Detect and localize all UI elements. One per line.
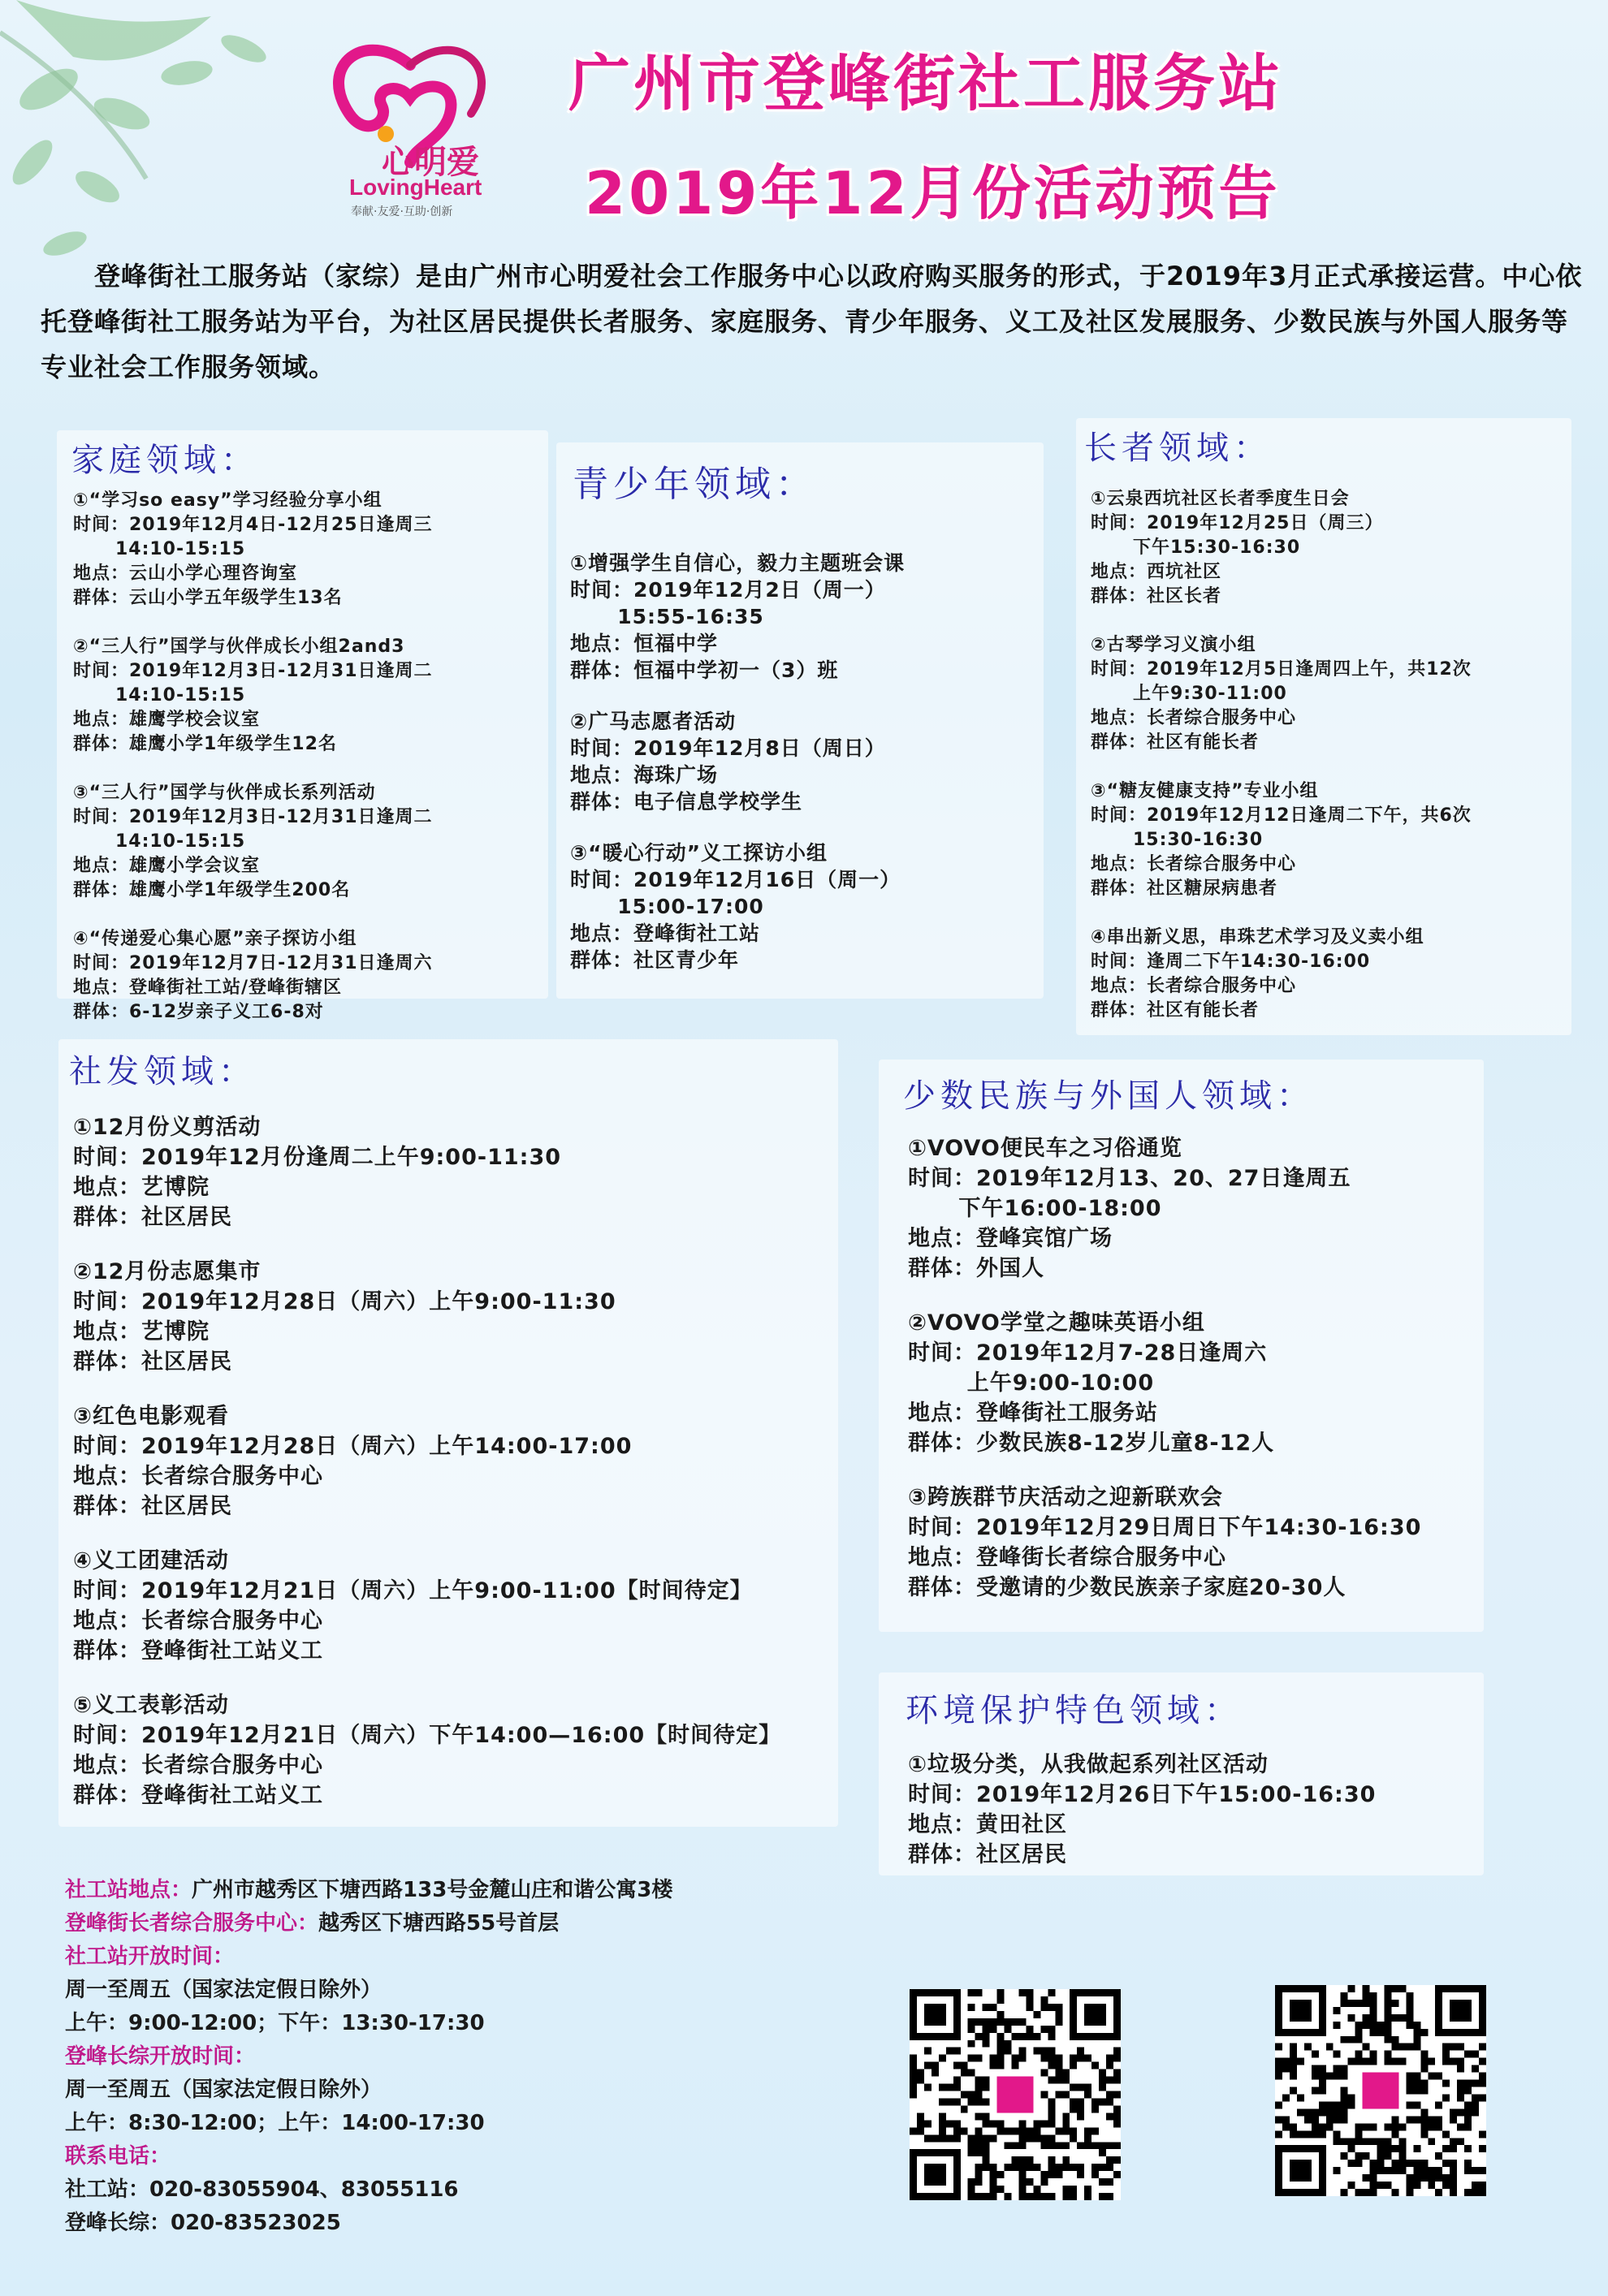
activity-item [1091, 779, 1570, 901]
logo-english-name: LovingHeart [349, 175, 482, 200]
activity-detail: 上午9:30-11:00 [1091, 684, 1287, 704]
elder-center-label: 登峰街长者综合服务中心： [65, 1911, 319, 1936]
activity-name: ②VOVO学堂之趣味英语小组 [908, 1310, 1205, 1336]
activity-detail: 时间：2019年12月3日-12月31日逢周二 [73, 661, 433, 681]
family-section-title: 家庭领域： [71, 442, 258, 479]
activity-item [73, 635, 544, 757]
phone-station: 社工站：020-83055904、83055116 [65, 2177, 459, 2202]
activity-detail: 时间：2019年12月5日逢周四上午，共12次 [1091, 659, 1472, 680]
activity-detail: 地点：雄鹰小学会议室 [73, 856, 261, 876]
activity-item [73, 1546, 836, 1666]
activity-detail: 地点：登峰街社工站/登峰街辖区 [73, 978, 343, 998]
qr-code-1[interactable] [910, 1989, 1121, 2200]
activity-detail: 15:00-17:00 [570, 895, 764, 918]
activity-detail: 地点：恒福中学 [570, 632, 719, 655]
activity-detail: 地点：长者综合服务中心 [1091, 854, 1297, 874]
activity-detail: 地点：海珠广场 [570, 763, 719, 787]
activity-detail: 地点：云山小学心理咨询室 [73, 563, 298, 584]
qr-code-2[interactable] [1275, 1985, 1486, 2196]
activity-detail: 群体：社区居民 [73, 1494, 232, 1519]
activity-item [1091, 633, 1570, 755]
activity-detail: 时间：2019年12月21日（周六）上午9:00-11:00【时间待定】 [73, 1578, 753, 1603]
activity-name: ④义工团建活动 [73, 1548, 229, 1573]
activity-detail: 地点：黄田社区 [908, 1812, 1067, 1837]
activity-name: ①云泉西坑社区长者季度生日会 [1091, 489, 1350, 509]
activity-detail: 群体：社区长者 [1091, 586, 1222, 606]
activity-detail: 时间：2019年12月份逢周二上午9:00-11:30 [73, 1145, 562, 1170]
activity-detail: 时间：逢周二下午14:30-16:00 [1091, 952, 1371, 972]
activity-item [73, 927, 544, 1025]
activity-detail: 14:10-15:15 [73, 831, 246, 852]
activity-name: ④“传递爱心集心愿”亲子探访小组 [73, 929, 357, 949]
activity-detail: 上午9:00-10:00 [908, 1370, 1155, 1396]
station-hours-label: 社工站开放时间： [65, 1944, 235, 1969]
activity-detail: 群体：外国人 [908, 1256, 1044, 1281]
activity-name: ③“三人行”国学与伙伴成长系列活动 [73, 783, 376, 803]
activity-item [73, 489, 544, 611]
activity-detail: 时间：2019年12月7-28日逢周六 [908, 1340, 1268, 1366]
intro-paragraph: 登峰街社工服务站（家综）是由广州市心明爱社会工作服务中心以政府购买服务的形式，于2019年3月正式承接运营。中心依托登峰街社工服务站为平台，为社区居民提供长者服务、家庭服务、青少年服务、义工及社区发展服务、少数民族与外国人服务等专业社会工作服务领域。 [41, 261, 1583, 382]
activity-detail: 时间：2019年12月2日（周一） [570, 578, 886, 602]
activity-detail: 时间：2019年12月25日（周三） [1091, 513, 1384, 533]
activity-item [570, 550, 1041, 684]
activity-detail: 14:10-15:15 [73, 539, 246, 559]
activity-detail: 群体：社区青少年 [570, 948, 740, 972]
activity-item [908, 1308, 1480, 1458]
activity-detail: 群体：社区居民 [908, 1842, 1067, 1867]
activity-detail: 地点：长者综合服务中心 [73, 1608, 323, 1634]
activity-name: ①增强学生自信心，毅力主题班会课 [570, 551, 906, 575]
activity-detail: 14:10-15:15 [73, 685, 246, 706]
elderly-section-title: 长者领域： [1084, 429, 1271, 467]
activity-name: ①VOVO便民车之习俗通览 [908, 1136, 1182, 1161]
activity-name: ②12月份志愿集市 [73, 1259, 262, 1284]
activity-item [908, 1750, 1480, 1870]
page-subtitle: 2019年12月份活动预告 [585, 159, 1281, 227]
activity-name: ①12月份义剪活动 [73, 1115, 262, 1140]
activity-name: ③跨族群节庆活动之迎新联欢会 [908, 1485, 1223, 1510]
activity-detail: 地点：西坑社区 [1091, 562, 1222, 582]
activity-name: ②“三人行”国学与伙伴成长小组2and3 [73, 637, 405, 657]
elder-center-value: 越秀区下塘西路55号首层 [318, 1911, 560, 1936]
elderly-items [1091, 487, 1570, 1047]
station-hours-times: 上午：9:00-12:00；下午：13:30-17:30 [65, 2011, 485, 2035]
activity-detail: 时间：2019年12月12日逢周二下午，共6次 [1091, 805, 1472, 826]
activity-detail: 地点：艺博院 [73, 1319, 210, 1344]
activity-detail: 群体：云山小学五年级学生13名 [73, 588, 343, 608]
activity-detail: 15:55-16:35 [570, 605, 764, 628]
activity-item [73, 1112, 836, 1232]
activity-detail: 时间：2019年12月16日（周一） [570, 868, 901, 891]
environment-items [908, 1750, 1480, 1894]
activity-detail: 地点：长者综合服务中心 [1091, 708, 1297, 728]
activity-detail: 群体：雄鹰小学1年级学生12名 [73, 734, 337, 754]
activity-detail: 群体：社区居民 [73, 1349, 232, 1375]
activity-detail: 下午15:30-16:30 [1091, 537, 1301, 558]
activity-detail: 群体：电子信息学校学生 [570, 790, 803, 814]
activity-item [570, 839, 1041, 973]
activity-item [73, 781, 544, 903]
activity-detail: 时间：2019年12月28日（周六）上午14:00-17:00 [73, 1434, 633, 1459]
logo-slogan: 奉献·友爱·互助·创新 [351, 205, 453, 218]
logo-chinese-name: 心明爱 [382, 144, 479, 181]
activity-detail: 地点：登峰街长者综合服务中心 [908, 1545, 1226, 1570]
activity-item [1091, 926, 1570, 1023]
activity-name: ③“暖心行动”义工探访小组 [570, 841, 828, 865]
community-items [73, 1112, 836, 1835]
activity-detail: 时间：2019年12月29日周日下午14:30-16:30 [908, 1515, 1422, 1540]
activity-detail: 时间：2019年12月8日（周日） [570, 736, 886, 760]
activity-detail: 下午16:00-18:00 [908, 1196, 1162, 1221]
activity-detail: 15:30-16:30 [1091, 830, 1264, 850]
activity-name: ②广马志愿者活动 [570, 710, 737, 733]
activity-detail: 地点：长者综合服务中心 [73, 1753, 323, 1778]
activity-detail: 时间：2019年12月7日-12月31日逢周六 [73, 953, 433, 973]
activity-name: ①“学习so easy”学习经验分享小组 [73, 490, 383, 511]
activity-name: ③“糖友健康支持”专业小组 [1091, 781, 1319, 801]
activity-detail: 时间：2019年12月4日-12月25日逢周三 [73, 515, 433, 535]
activity-name: ①垃圾分类，从我做起系列社区活动 [908, 1752, 1269, 1777]
activity-item [73, 1401, 836, 1521]
activity-detail: 群体：6-12岁亲子义工6-8对 [73, 1002, 324, 1022]
activity-detail: 群体：恒福中学初一（3）班 [570, 658, 839, 682]
activity-detail: 时间：2019年12月3日-12月31日逢周二 [73, 807, 433, 827]
page-title: 广州市登峰街社工服务站 [568, 47, 1283, 119]
minority-section-title: 少数民族与外国人领域： [903, 1077, 1314, 1115]
activity-detail: 群体：社区糖尿病患者 [1091, 878, 1278, 899]
activity-detail: 地点：登峰街社工站 [570, 921, 761, 945]
activity-detail: 地点：长者综合服务中心 [73, 1464, 323, 1489]
station-hours-days: 周一至周五（国家法定假日除外） [65, 1978, 383, 2002]
activity-detail: 时间：2019年12月26日下午15:00-16:30 [908, 1782, 1377, 1807]
activity-detail: 地点：登峰宾馆广场 [908, 1226, 1113, 1251]
activity-item [73, 1690, 836, 1810]
youth-section-title: 青少年领域： [573, 464, 816, 505]
activity-detail: 时间：2019年12月13、20、27日逢周五 [908, 1166, 1351, 1191]
activity-item [908, 1133, 1480, 1284]
activity-detail: 群体：社区居民 [73, 1205, 232, 1230]
elder-hours-label: 登峰长综开放时间： [65, 2044, 256, 2069]
elder-hours-times: 上午：8:30-12:00；上午：14:00-17:30 [65, 2111, 485, 2135]
minority-items [908, 1133, 1480, 1627]
station-address-label: 社工站地点： [65, 1878, 192, 1902]
activity-detail: 时间：2019年12月21日（周六）下午14:00—16:00【时间待定】 [73, 1723, 782, 1748]
activity-detail: 地点：艺博院 [73, 1175, 210, 1200]
activity-name: ⑤义工表彰活动 [73, 1693, 229, 1718]
activity-name: ③红色电影观看 [73, 1404, 229, 1429]
activity-detail: 群体：登峰街社工站义工 [73, 1783, 323, 1808]
activity-item [73, 1257, 836, 1377]
activity-detail: 群体：登峰街社工站义工 [73, 1638, 323, 1664]
activity-item [908, 1482, 1480, 1603]
activity-detail: 群体：受邀请的少数民族亲子家庭20-30人 [908, 1575, 1346, 1600]
activity-detail: 群体：少数民族8-12岁儿童8-12人 [908, 1431, 1275, 1456]
phone-label: 联系电话： [65, 2144, 171, 2169]
activity-name: ②古琴学习义演小组 [1091, 635, 1256, 655]
station-address-value: 广州市越秀区下塘西路133号金麓山庄和谐公寓3楼 [192, 1878, 673, 1902]
activity-detail: 地点：登峰街社工服务站 [908, 1400, 1158, 1426]
activity-detail: 群体：雄鹰小学1年级学生200名 [73, 880, 351, 900]
elder-hours-days: 周一至周五（国家法定假日除外） [65, 2078, 383, 2102]
contact-info [65, 1874, 672, 2240]
community-section-title: 社发领域： [69, 1053, 256, 1090]
activity-detail: 地点：雄鹰学校会议室 [73, 710, 261, 730]
activity-detail: 时间：2019年12月28日（周六）上午9:00-11:30 [73, 1289, 616, 1314]
youth-items [570, 550, 1041, 998]
family-items [73, 489, 544, 1049]
environment-section-title: 环境保护特色领域： [906, 1692, 1242, 1729]
activity-detail: 群体：社区有能长者 [1091, 732, 1260, 753]
activity-item [570, 708, 1041, 815]
activity-detail: 地点：长者综合服务中心 [1091, 976, 1297, 996]
activity-name: ④串出新义思，串珠艺术学习及义卖小组 [1091, 927, 1424, 947]
activity-detail: 群体：社区有能长者 [1091, 1000, 1260, 1021]
phone-elder-center: 登峰长综：020-83523025 [65, 2211, 341, 2235]
activity-item [1091, 487, 1570, 609]
